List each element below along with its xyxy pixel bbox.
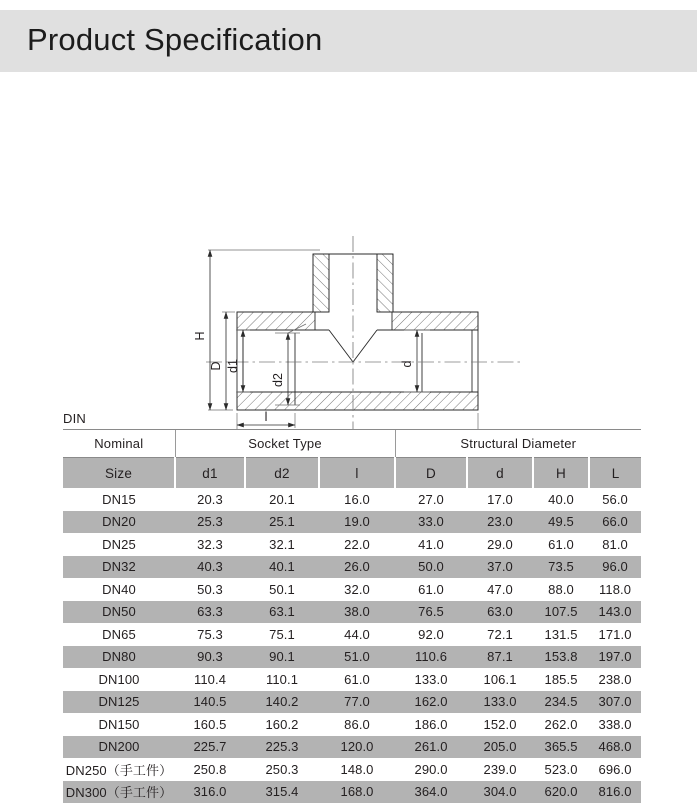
cell-d: 63.0 xyxy=(467,601,533,624)
cell-d1: 75.3 xyxy=(175,623,245,646)
cell-d: 29.0 xyxy=(467,533,533,556)
column-header-l: l xyxy=(319,458,395,489)
cell-L: 238.0 xyxy=(589,668,641,691)
cell-L: 468.0 xyxy=(589,736,641,759)
cell-size: DN80 xyxy=(63,646,175,669)
cell-d2: 75.1 xyxy=(245,623,319,646)
table-row xyxy=(63,736,641,759)
cell-d2: 32.1 xyxy=(245,533,319,556)
cell-H: 185.5 xyxy=(533,668,589,691)
table-row xyxy=(63,646,641,669)
cell-D: 27.0 xyxy=(395,488,467,511)
cell-d2: 160.2 xyxy=(245,713,319,736)
cell-d1: 160.5 xyxy=(175,713,245,736)
cell-L: 66.0 xyxy=(589,511,641,534)
cell-size: DN150 xyxy=(63,713,175,736)
dim-label-d: d xyxy=(400,360,414,367)
cell-d1: 63.3 xyxy=(175,601,245,624)
cell-H: 88.0 xyxy=(533,578,589,601)
cell-H: 234.5 xyxy=(533,691,589,714)
cell-l: 44.0 xyxy=(319,623,395,646)
table-row xyxy=(63,758,641,781)
cell-L: 197.0 xyxy=(589,646,641,669)
column-header-H: H xyxy=(533,458,589,489)
group-header-nominal: Nominal xyxy=(63,430,175,458)
dim-label-H: H xyxy=(193,331,207,340)
column-header-d: d xyxy=(467,458,533,489)
table-row xyxy=(63,511,641,534)
cell-d1: 90.3 xyxy=(175,646,245,669)
column-header-size: Size xyxy=(63,458,175,489)
table-column-header-row xyxy=(63,458,641,489)
column-header-D: D xyxy=(395,458,467,489)
cell-size: DN250（手工件） xyxy=(63,758,175,781)
cell-size: DN32 xyxy=(63,556,175,579)
cell-H: 40.0 xyxy=(533,488,589,511)
dim-label-l: l xyxy=(265,410,268,424)
cell-size: DN25 xyxy=(63,533,175,556)
dim-label-D: D xyxy=(209,361,223,370)
specification-table-block xyxy=(63,411,641,803)
cell-D: 33.0 xyxy=(395,511,467,534)
cell-d2: 90.1 xyxy=(245,646,319,669)
cell-d: 72.1 xyxy=(467,623,533,646)
table-row xyxy=(63,601,641,624)
cell-size: DN15 xyxy=(63,488,175,511)
cell-d: 17.0 xyxy=(467,488,533,511)
table-group-header-row xyxy=(63,430,641,458)
cell-d1: 250.8 xyxy=(175,758,245,781)
cell-d1: 20.3 xyxy=(175,488,245,511)
cell-L: 696.0 xyxy=(589,758,641,781)
table-row xyxy=(63,668,641,691)
cell-l: 22.0 xyxy=(319,533,395,556)
cell-d2: 20.1 xyxy=(245,488,319,511)
cell-H: 49.5 xyxy=(533,511,589,534)
page-title: Product Specification xyxy=(27,22,322,58)
cell-l: 148.0 xyxy=(319,758,395,781)
cell-L: 338.0 xyxy=(589,713,641,736)
cell-H: 107.5 xyxy=(533,601,589,624)
cell-l: 16.0 xyxy=(319,488,395,511)
cell-d1: 316.0 xyxy=(175,781,245,803)
cell-D: 110.6 xyxy=(395,646,467,669)
cell-D: 76.5 xyxy=(395,601,467,624)
cell-d1: 110.4 xyxy=(175,668,245,691)
cell-D: 92.0 xyxy=(395,623,467,646)
cell-l: 86.0 xyxy=(319,713,395,736)
cell-size: DN125 xyxy=(63,691,175,714)
cell-size: DN50 xyxy=(63,601,175,624)
cell-d: 106.1 xyxy=(467,668,533,691)
cell-D: 61.0 xyxy=(395,578,467,601)
cell-l: 61.0 xyxy=(319,668,395,691)
cell-d2: 63.1 xyxy=(245,601,319,624)
cell-D: 50.0 xyxy=(395,556,467,579)
column-header-d2: d2 xyxy=(245,458,319,489)
cell-H: 365.5 xyxy=(533,736,589,759)
cell-D: 364.0 xyxy=(395,781,467,803)
table-row xyxy=(63,488,641,511)
cell-H: 262.0 xyxy=(533,713,589,736)
table-body xyxy=(63,488,641,803)
cell-l: 32.0 xyxy=(319,578,395,601)
page-header-banner xyxy=(0,10,697,72)
column-header-L: L xyxy=(589,458,641,489)
cell-l: 120.0 xyxy=(319,736,395,759)
cell-D: 41.0 xyxy=(395,533,467,556)
cell-d: 23.0 xyxy=(467,511,533,534)
cell-H: 153.8 xyxy=(533,646,589,669)
cell-d2: 40.1 xyxy=(245,556,319,579)
cell-size: DN20 xyxy=(63,511,175,534)
cell-size: DN65 xyxy=(63,623,175,646)
cell-L: 81.0 xyxy=(589,533,641,556)
cell-d2: 25.1 xyxy=(245,511,319,534)
cell-d: 205.0 xyxy=(467,736,533,759)
specification-table xyxy=(63,429,641,803)
table-row xyxy=(63,691,641,714)
cell-d2: 315.4 xyxy=(245,781,319,803)
cell-size: DN200 xyxy=(63,736,175,759)
cell-L: 96.0 xyxy=(589,556,641,579)
table-row xyxy=(63,713,641,736)
cell-size: DN100 xyxy=(63,668,175,691)
table-row xyxy=(63,533,641,556)
table-row xyxy=(63,578,641,601)
cell-H: 73.5 xyxy=(533,556,589,579)
cell-d1: 225.7 xyxy=(175,736,245,759)
cell-d: 87.1 xyxy=(467,646,533,669)
cell-D: 261.0 xyxy=(395,736,467,759)
cell-l: 38.0 xyxy=(319,601,395,624)
cell-D: 186.0 xyxy=(395,713,467,736)
table-row xyxy=(63,556,641,579)
cell-size: DN300（手工件） xyxy=(63,781,175,803)
technical-drawing xyxy=(0,100,697,385)
cell-l: 26.0 xyxy=(319,556,395,579)
cell-d1: 25.3 xyxy=(175,511,245,534)
cell-d2: 225.3 xyxy=(245,736,319,759)
cell-l: 51.0 xyxy=(319,646,395,669)
cell-d2: 250.3 xyxy=(245,758,319,781)
cell-d: 152.0 xyxy=(467,713,533,736)
table-head xyxy=(63,430,641,489)
cell-D: 133.0 xyxy=(395,668,467,691)
cell-d: 133.0 xyxy=(467,691,533,714)
cell-d: 239.0 xyxy=(467,758,533,781)
cell-L: 143.0 xyxy=(589,601,641,624)
cell-L: 171.0 xyxy=(589,623,641,646)
cell-size: DN40 xyxy=(63,578,175,601)
cell-d2: 50.1 xyxy=(245,578,319,601)
cell-d: 47.0 xyxy=(467,578,533,601)
cell-D: 290.0 xyxy=(395,758,467,781)
cell-d1: 40.3 xyxy=(175,556,245,579)
cell-H: 523.0 xyxy=(533,758,589,781)
cell-L: 816.0 xyxy=(589,781,641,803)
cell-d1: 32.3 xyxy=(175,533,245,556)
cell-l: 19.0 xyxy=(319,511,395,534)
cell-D: 162.0 xyxy=(395,691,467,714)
cell-H: 131.5 xyxy=(533,623,589,646)
group-header-structural-diameter: Structural Diameter xyxy=(395,430,641,458)
table-row xyxy=(63,623,641,646)
cell-L: 118.0 xyxy=(589,578,641,601)
cell-H: 620.0 xyxy=(533,781,589,803)
dim-label-d2: d2 xyxy=(271,373,285,387)
cell-l: 168.0 xyxy=(319,781,395,803)
cell-d1: 50.3 xyxy=(175,578,245,601)
cell-d2: 140.2 xyxy=(245,691,319,714)
cell-d: 37.0 xyxy=(467,556,533,579)
cell-l: 77.0 xyxy=(319,691,395,714)
table-row xyxy=(63,781,641,803)
cell-H: 61.0 xyxy=(533,533,589,556)
cell-L: 56.0 xyxy=(589,488,641,511)
column-header-d1: d1 xyxy=(175,458,245,489)
cell-d2: 110.1 xyxy=(245,668,319,691)
cell-L: 307.0 xyxy=(589,691,641,714)
cell-d1: 140.5 xyxy=(175,691,245,714)
group-header-socket-type: Socket Type xyxy=(175,430,395,458)
standard-label: DIN xyxy=(63,411,641,429)
dim-label-d1: d1 xyxy=(226,359,240,373)
cell-d: 304.0 xyxy=(467,781,533,803)
